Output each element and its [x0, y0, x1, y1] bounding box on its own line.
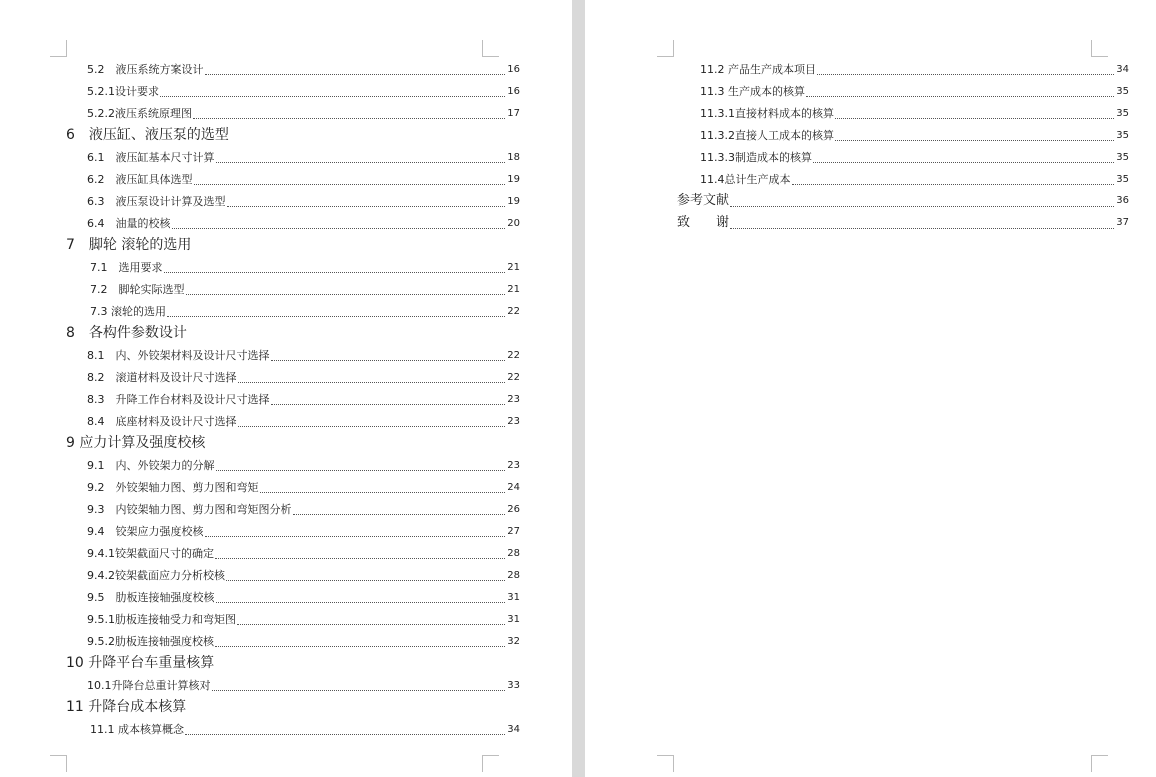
toc-entry-title: 9.1 内、外铰架力的分解 — [87, 459, 215, 472]
toc-leader — [271, 359, 506, 361]
toc-entry-title: 6.2 液压缸具体选型 — [87, 173, 193, 186]
toc-leader — [792, 183, 1115, 185]
toc-page-number: 36 — [1116, 195, 1129, 206]
toc-entry[interactable] — [87, 590, 520, 606]
toc-entry-title: 5.2.1设计要求 — [87, 85, 159, 98]
toc-entry[interactable] — [87, 392, 520, 408]
toc-entry[interactable] — [90, 304, 520, 320]
toc-entry-title: 8.4 底座材料及设计尺寸选择 — [87, 415, 237, 428]
toc-page-number: 23 — [507, 416, 520, 427]
toc-entry-title: 8 各构件参数设计 — [66, 325, 187, 341]
toc-page-number: 28 — [507, 548, 520, 559]
toc-entry-title: 11.3 生产成本的核算 — [700, 85, 805, 98]
toc-leader — [160, 95, 505, 97]
toc-leader — [806, 95, 1114, 97]
toc-entry[interactable] — [700, 62, 1129, 78]
toc-entry-title: 11 升降台成本核算 — [66, 699, 187, 715]
toc-chapter-heading[interactable] — [66, 653, 520, 673]
toc-leader — [186, 293, 506, 295]
margin-corner-mark — [482, 755, 499, 772]
toc-entry-title: 11.1 成本核算概念 — [90, 723, 184, 736]
toc-entry-title: 7 脚轮 滚轮的选用 — [66, 237, 192, 253]
toc-entry[interactable] — [87, 546, 520, 562]
toc-page-number: 34 — [1116, 64, 1129, 75]
toc-entry[interactable] — [700, 106, 1129, 122]
toc-leader — [216, 469, 506, 471]
toc-entry-title: 6.1 液压缸基本尺寸计算 — [87, 151, 215, 164]
margin-corner-mark — [657, 755, 674, 772]
toc-entry-title: 11.3.3制造成本的核算 — [700, 151, 812, 164]
toc-entry-title: 10 升降平台车重量核算 — [66, 655, 215, 671]
toc-entry[interactable] — [87, 62, 520, 78]
toc-chapter-heading[interactable] — [66, 323, 520, 343]
toc-leader — [193, 117, 505, 119]
toc-leader — [260, 491, 506, 493]
toc-page-number: 16 — [507, 64, 520, 75]
toc-entry-acknowledgements[interactable] — [677, 214, 1129, 232]
toc-entry-title: 7.3 滚轮的选用 — [90, 305, 166, 318]
toc-entry[interactable] — [90, 722, 520, 738]
toc-entry[interactable] — [87, 634, 520, 650]
toc-entry-title: 9.5.1肋板连接轴受力和弯矩图 — [87, 613, 236, 626]
toc-entry-title: 9.5 肋板连接轴强度校核 — [87, 591, 215, 604]
toc-entry-title: 7.1 选用要求 — [90, 261, 163, 274]
toc-page-number: 27 — [507, 526, 520, 537]
toc-page-number: 22 — [507, 372, 520, 383]
toc-leader — [216, 161, 506, 163]
toc-entry-title: 11.4总计生产成本 — [700, 173, 791, 186]
toc-leader — [730, 205, 1114, 207]
margin-corner-mark — [50, 755, 67, 772]
toc-entry-title: 6.4 油量的校核 — [87, 217, 171, 230]
toc-page-number: 35 — [1116, 152, 1129, 163]
toc-page-number: 19 — [507, 174, 520, 185]
document-page-right — [585, 0, 1156, 777]
toc-entry[interactable] — [87, 172, 520, 188]
toc-chapter-heading[interactable] — [66, 235, 520, 255]
toc-page-number: 19 — [507, 196, 520, 207]
toc-entry[interactable] — [87, 194, 520, 210]
toc-leader — [835, 139, 1114, 141]
toc-entry[interactable] — [87, 480, 520, 496]
toc-page-number: 18 — [507, 152, 520, 163]
toc-leader — [215, 557, 505, 559]
toc-page-number: 35 — [1116, 130, 1129, 141]
toc-entry-title: 8.3 升降工作台材料及设计尺寸选择 — [87, 393, 270, 406]
toc-page-number: 35 — [1116, 108, 1129, 119]
toc-page-number: 31 — [507, 592, 520, 603]
toc-entry[interactable] — [87, 524, 520, 540]
toc-entry-title: 9.4.2铰架截面应力分析校核 — [87, 569, 225, 582]
toc-page-number: 23 — [507, 394, 520, 405]
toc-leader — [167, 315, 505, 317]
toc-entry-title: 8.2 滚道材料及设计尺寸选择 — [87, 371, 237, 384]
toc-entry[interactable] — [87, 568, 520, 584]
toc-page-number: 26 — [507, 504, 520, 515]
toc-page-number: 33 — [507, 680, 520, 691]
toc-chapter-heading[interactable] — [66, 433, 520, 453]
toc-page-number: 32 — [507, 636, 520, 647]
toc-entry-title: 9.5.2肋板连接轴强度校核 — [87, 635, 214, 648]
toc-page-number: 22 — [507, 350, 520, 361]
toc-page-number: 16 — [507, 86, 520, 97]
toc-entry[interactable] — [90, 282, 520, 298]
toc-entry-title: 参考文献 — [677, 193, 730, 208]
toc-leader — [238, 381, 506, 383]
margin-corner-mark — [657, 40, 674, 57]
toc-page-number: 31 — [507, 614, 520, 625]
toc-leader — [215, 645, 505, 647]
toc-leader — [813, 161, 1114, 163]
toc-page-number: 35 — [1116, 174, 1129, 185]
toc-leader — [237, 623, 505, 625]
margin-corner-mark — [1091, 40, 1108, 57]
toc-entry[interactable] — [700, 172, 1129, 188]
toc-leader — [212, 689, 506, 691]
toc-entry[interactable] — [700, 84, 1129, 100]
toc-leader — [227, 205, 506, 207]
toc-page-number: 17 — [507, 108, 520, 119]
toc-chapter-heading[interactable] — [66, 697, 520, 717]
toc-page-number: 21 — [507, 262, 520, 273]
toc-entry[interactable] — [87, 370, 520, 386]
toc-entry-title: 11.3.1直接材料成本的核算 — [700, 107, 834, 120]
toc-entry-title: 9 应力计算及强度校核 — [66, 435, 206, 451]
margin-corner-mark — [1091, 755, 1108, 772]
toc-entry-title: 9.2 外铰架轴力图、剪力图和弯矩 — [87, 481, 259, 494]
toc-entry[interactable] — [87, 150, 520, 166]
toc-leader — [205, 73, 506, 75]
toc-entry-title: 5.2.2液压系统原理图 — [87, 107, 192, 120]
toc-entry[interactable] — [87, 414, 520, 430]
toc-entry-title: 10.1升降台总重计算核对 — [87, 679, 211, 692]
toc-leader — [164, 271, 506, 273]
toc-entry[interactable] — [87, 458, 520, 474]
toc-entry[interactable] — [87, 106, 520, 122]
document-page-left — [0, 0, 572, 777]
toc-page-number: 34 — [507, 724, 520, 735]
toc-leader — [293, 513, 506, 515]
toc-entry-title: 9.4 铰架应力强度校核 — [87, 525, 204, 538]
margin-corner-mark — [482, 40, 499, 57]
toc-entry-title: 6 液压缸、液压泵的选型 — [66, 127, 229, 143]
toc-chapter-heading[interactable] — [66, 125, 520, 145]
toc-leader — [185, 733, 505, 735]
toc-leader — [205, 535, 506, 537]
toc-entry[interactable] — [90, 260, 520, 276]
toc-entry[interactable] — [87, 612, 520, 628]
toc-leader — [835, 117, 1114, 119]
toc-entry-title: 11.2 产品生产成本项目 — [700, 63, 816, 76]
toc-page-number: 35 — [1116, 86, 1129, 97]
toc-entry-title: 9.4.1铰架截面尺寸的确定 — [87, 547, 214, 560]
toc-page-number: 23 — [507, 460, 520, 471]
toc-entry-references[interactable] — [677, 192, 1129, 210]
toc-entry-title: 7.2 脚轮实际选型 — [90, 283, 185, 296]
toc-entry-title: 11.3.2直接人工成本的核算 — [700, 129, 834, 142]
toc-page-number: 24 — [507, 482, 520, 493]
toc-entry-title: 5.2 液压系统方案设计 — [87, 63, 204, 76]
toc-entry[interactable] — [87, 84, 520, 100]
toc-leader — [271, 403, 506, 405]
toc-entry-title: 6.3 液压泵设计计算及选型 — [87, 195, 226, 208]
toc-entry[interactable] — [87, 216, 520, 232]
toc-page-number: 20 — [507, 218, 520, 229]
toc-leader — [730, 227, 1114, 229]
toc-leader — [238, 425, 506, 427]
toc-leader — [817, 73, 1114, 75]
margin-corner-mark — [50, 40, 67, 57]
toc-leader — [194, 183, 506, 185]
toc-entry-title: 8.1 内、外铰架材料及设计尺寸选择 — [87, 349, 270, 362]
toc-leader — [226, 579, 505, 581]
toc-entry[interactable] — [700, 128, 1129, 144]
toc-leader — [172, 227, 506, 229]
toc-page-number: 28 — [507, 570, 520, 581]
toc-page-number: 22 — [507, 306, 520, 317]
toc-entry[interactable] — [87, 348, 520, 364]
toc-page-number: 37 — [1116, 217, 1129, 228]
toc-entry[interactable] — [700, 150, 1129, 166]
toc-entry-title: 9.3 内铰架轴力图、剪力图和弯矩图分析 — [87, 503, 292, 516]
toc-entry[interactable] — [87, 502, 520, 518]
toc-entry-title: 致 谢 — [677, 215, 730, 230]
toc-entry[interactable] — [87, 678, 520, 694]
toc-page-number: 21 — [507, 284, 520, 295]
toc-leader — [216, 601, 506, 603]
